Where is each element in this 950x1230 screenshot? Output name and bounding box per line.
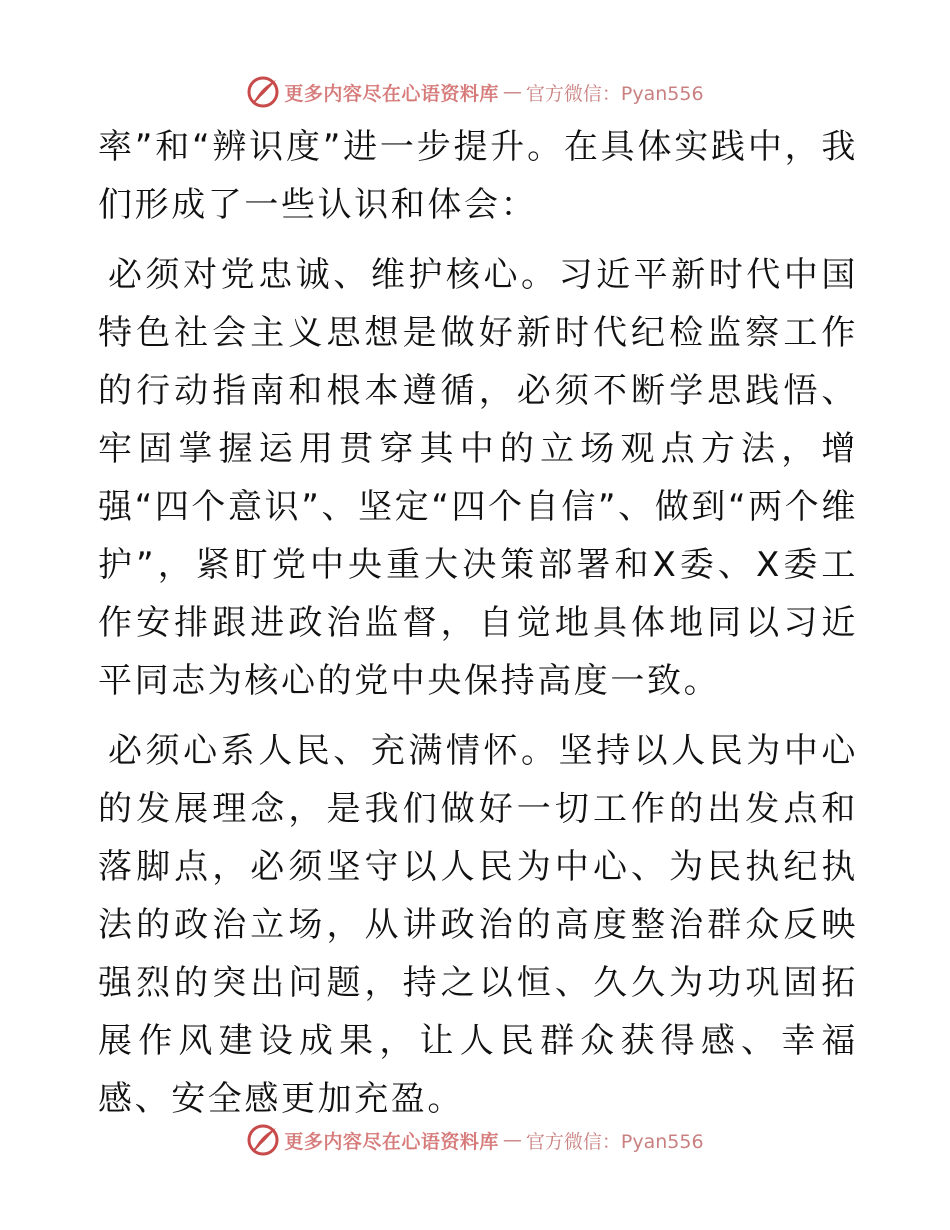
paragraph-loyalty: 必须对党忠诚、维护核心。习近平新时代中国特色社会主义思想是做好新时代纪检监察工作的行动指南和根本遵循，必须不断学思践悟、牢固掌握运用贯穿其中的立场观点方法，增强“四个意识”、坚定“四个自信”、做到“两个维护”，紧盯党中央重大决策部署和X委、X委工作安排跟进政治监督，自觉地具体地同以习近平同志为核心的党中央保持高度一致。: [98, 255, 858, 701]
header-watermark: [0, 72, 950, 112]
document-body: [98, 118, 858, 1128]
watermark-wechat-text: 官方微信：Pyan556: [525, 82, 704, 105]
quill-circle-icon: [246, 75, 280, 109]
watermark-main-text: 更多内容尽在心语资料库: [284, 82, 499, 105]
footer-watermark: [0, 1120, 950, 1160]
watermark-main-text: 更多内容尽在心语资料库: [284, 1130, 499, 1153]
paragraph-people: 必须心系人民、充满情怀。坚持以人民为中心的发展理念，是我们做好一切工作的出发点和落脚点，必须坚守以人民为中心、为民执纪执法的政治立场，从讲政治的高度整治群众反映强烈的突出问题，持之以恒、久久为功巩固拓展作风建设成果，让人民群众获得感、幸福感、安全感更加充盈。: [98, 731, 858, 1119]
watermark-wechat-text: 官方微信：Pyan556: [525, 1130, 704, 1153]
watermark-dash: —: [502, 81, 522, 103]
paragraph-continuation: 率”和“辨识度”进一步提升。在具体实践中，我们形成了一些认识和体会：: [98, 127, 858, 225]
quill-circle-icon: [246, 1123, 280, 1157]
watermark-dash: —: [502, 1129, 522, 1151]
